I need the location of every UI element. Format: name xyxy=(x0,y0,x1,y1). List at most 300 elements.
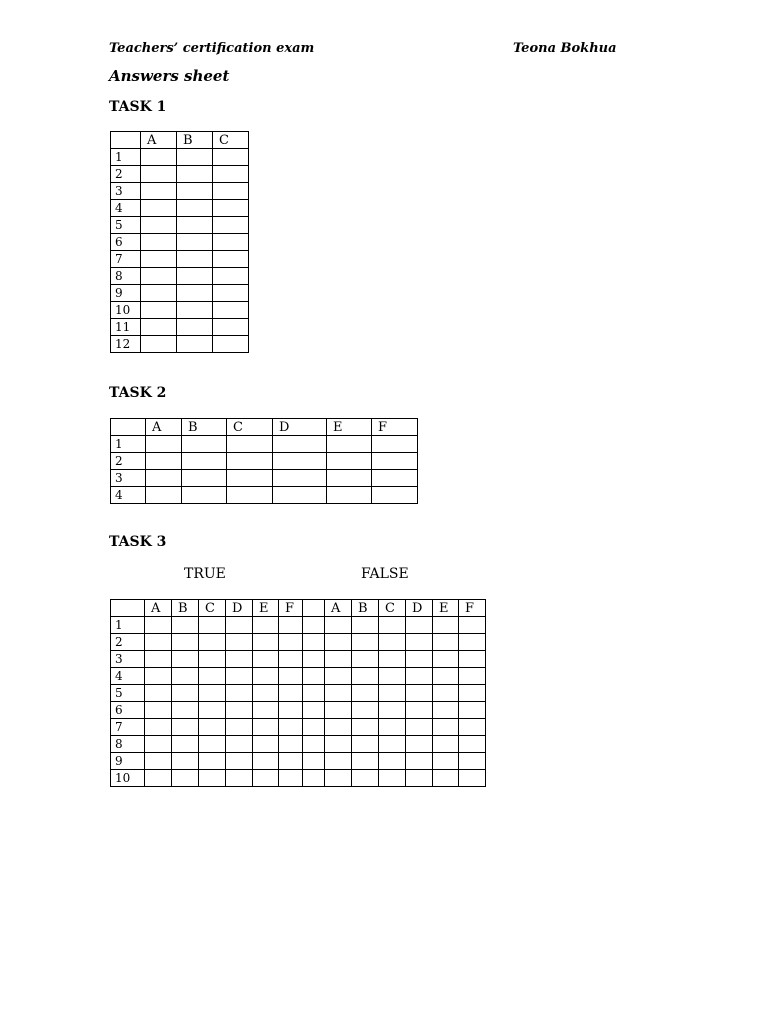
task1-answer-cell[interactable] xyxy=(177,336,213,353)
task2-answer-cell[interactable] xyxy=(273,487,327,504)
task3-row-number-label: 5 xyxy=(115,685,123,700)
task3-corner-cell xyxy=(111,600,145,617)
task3-answer-cell[interactable] xyxy=(279,617,303,634)
task1-row-number xyxy=(111,217,141,234)
task3-answer-cell[interactable] xyxy=(406,668,433,685)
task3-answer-cell[interactable] xyxy=(459,668,486,685)
task3-answer-cell[interactable] xyxy=(145,719,172,736)
task3-answer-cell[interactable] xyxy=(459,753,486,770)
task1-row-number-label: 1 xyxy=(115,149,123,164)
task1-answer-cell[interactable] xyxy=(177,149,213,166)
task3-answer-cell[interactable] xyxy=(279,702,303,719)
task2-answer-cell[interactable] xyxy=(372,487,418,504)
task3-answer-cell[interactable] xyxy=(253,753,279,770)
task2-row-number-label: 4 xyxy=(115,487,123,502)
task2-column-header-label: C xyxy=(233,419,243,435)
task3-answer-cell[interactable] xyxy=(459,719,486,736)
task3-column-header-label: B xyxy=(358,600,368,616)
task3-answer-cell[interactable] xyxy=(253,634,279,651)
task3-answer-cell[interactable] xyxy=(459,651,486,668)
task2-row-number xyxy=(111,436,146,453)
task2-answer-cell[interactable] xyxy=(182,436,227,453)
task3-column-header xyxy=(325,600,352,617)
task1-answer-cell[interactable] xyxy=(141,217,177,234)
task1-answer-cell[interactable] xyxy=(213,302,249,319)
task3-answer-cell[interactable] xyxy=(459,634,486,651)
task3-answer-cell[interactable] xyxy=(145,668,172,685)
task3-answer-cell[interactable] xyxy=(172,617,199,634)
table-row xyxy=(111,685,486,702)
table-row xyxy=(111,453,418,470)
task3-answer-cell[interactable] xyxy=(352,702,379,719)
task3-answer-cell[interactable] xyxy=(226,719,253,736)
task3-column-header xyxy=(279,600,303,617)
task1-answer-cell[interactable] xyxy=(177,319,213,336)
task1-row-number xyxy=(111,285,141,302)
task3-answer-cell[interactable] xyxy=(226,702,253,719)
task2-answer-grid xyxy=(110,418,418,504)
task3-row-number xyxy=(111,736,145,753)
task3-answer-cell[interactable] xyxy=(325,770,352,787)
task3-answer-cell[interactable] xyxy=(459,702,486,719)
task3-answer-cell[interactable] xyxy=(379,753,406,770)
task1-answer-cell[interactable] xyxy=(213,234,249,251)
task2-column-header xyxy=(146,419,182,436)
task2-answer-cell[interactable] xyxy=(327,487,372,504)
table-row xyxy=(111,268,249,285)
task3-answer-cell[interactable] xyxy=(199,702,226,719)
task3-answer-cell[interactable] xyxy=(226,617,253,634)
task3-spacer-cell xyxy=(303,651,325,668)
task1-answer-cell[interactable] xyxy=(141,302,177,319)
task3-column-header-label: D xyxy=(232,600,243,616)
table-row xyxy=(111,285,249,302)
task2-answer-cell[interactable] xyxy=(372,436,418,453)
task1-answer-cell[interactable] xyxy=(141,200,177,217)
task3-column-header xyxy=(199,600,226,617)
task3-answer-cell[interactable] xyxy=(199,753,226,770)
task3-answer-cell[interactable] xyxy=(406,719,433,736)
task3-answer-cell[interactable] xyxy=(145,736,172,753)
task3-answer-cell[interactable] xyxy=(379,651,406,668)
task1-answer-cell[interactable] xyxy=(141,149,177,166)
task1-answer-cell[interactable] xyxy=(141,336,177,353)
task3-answer-cell[interactable] xyxy=(352,736,379,753)
task2-column-header-label: A xyxy=(152,419,162,435)
task1-answer-cell[interactable] xyxy=(213,251,249,268)
task3-answer-cell[interactable] xyxy=(279,770,303,787)
task2-column-header xyxy=(372,419,418,436)
task3-answer-cell[interactable] xyxy=(199,719,226,736)
task3-answer-cell[interactable] xyxy=(433,668,459,685)
task3-answer-cell[interactable] xyxy=(172,668,199,685)
task3-answer-cell[interactable] xyxy=(199,617,226,634)
task1-column-header xyxy=(213,132,249,149)
task3-row-number xyxy=(111,685,145,702)
task3-answer-cell[interactable] xyxy=(172,702,199,719)
task3-answer-cell[interactable] xyxy=(253,736,279,753)
task3-column-header-label: C xyxy=(205,600,215,616)
task3-answer-cell[interactable] xyxy=(352,634,379,651)
task3-answer-cell[interactable] xyxy=(199,651,226,668)
task1-answer-cell[interactable] xyxy=(213,166,249,183)
task2-column-header xyxy=(327,419,372,436)
table-row xyxy=(111,166,249,183)
task1-column-header-label: A xyxy=(147,132,157,148)
task3-answer-cell[interactable] xyxy=(172,770,199,787)
task3-answer-cell[interactable] xyxy=(433,634,459,651)
task3-answer-cell[interactable] xyxy=(253,617,279,634)
task1-answer-cell[interactable] xyxy=(141,183,177,200)
task1-answer-cell[interactable] xyxy=(177,251,213,268)
task2-answer-cell[interactable] xyxy=(146,470,182,487)
task1-answer-cell[interactable] xyxy=(141,268,177,285)
task3-answer-cell[interactable] xyxy=(379,736,406,753)
task3-answer-cell[interactable] xyxy=(379,617,406,634)
task3-answer-cell[interactable] xyxy=(279,668,303,685)
table-row xyxy=(111,753,486,770)
table-row xyxy=(111,702,486,719)
task3-answer-cell[interactable] xyxy=(352,770,379,787)
task1-row-number-label: 11 xyxy=(115,319,131,334)
table-row xyxy=(111,302,249,319)
table-row xyxy=(111,217,249,234)
task3-answer-cell[interactable] xyxy=(379,685,406,702)
table-row xyxy=(111,634,486,651)
table-row xyxy=(111,183,249,200)
table-row xyxy=(111,719,486,736)
table-row xyxy=(111,319,249,336)
task3-answer-cell[interactable] xyxy=(199,634,226,651)
task3-answer-cell[interactable] xyxy=(172,753,199,770)
table-row xyxy=(111,200,249,217)
task2-answer-cell[interactable] xyxy=(372,470,418,487)
task3-answer-cell[interactable] xyxy=(199,770,226,787)
task1-answer-cell[interactable] xyxy=(213,319,249,336)
table-row xyxy=(111,651,486,668)
table-row xyxy=(111,770,486,787)
task1-row-number-label: 10 xyxy=(115,302,131,317)
task3-answer-cell[interactable] xyxy=(459,617,486,634)
task1-header-row xyxy=(111,132,249,149)
task1-row-number xyxy=(111,149,141,166)
task3-answer-cell[interactable] xyxy=(325,651,352,668)
task2-column-header xyxy=(273,419,327,436)
task3-answer-cell[interactable] xyxy=(379,668,406,685)
task2-answer-cell[interactable] xyxy=(182,470,227,487)
task3-answer-cell[interactable] xyxy=(226,685,253,702)
task3-spacer-cell xyxy=(303,702,325,719)
task3-answer-cell[interactable] xyxy=(325,685,352,702)
task1-answer-cell[interactable] xyxy=(213,183,249,200)
table-row xyxy=(111,436,418,453)
table-row xyxy=(111,736,486,753)
task1-row-number-label: 5 xyxy=(115,217,123,232)
table-row xyxy=(111,617,486,634)
task1-row-number xyxy=(111,319,141,336)
task2-answer-cell[interactable] xyxy=(146,453,182,470)
task3-answer-cell[interactable] xyxy=(172,719,199,736)
task3-answer-cell[interactable] xyxy=(433,685,459,702)
task3-column-header-label: A xyxy=(331,600,341,616)
task2-answer-cell[interactable] xyxy=(146,436,182,453)
task1-answer-cell[interactable] xyxy=(141,166,177,183)
task1-row-number xyxy=(111,200,141,217)
task2-answer-cell[interactable] xyxy=(273,436,327,453)
task2-column-header xyxy=(182,419,227,436)
task2-row-number xyxy=(111,487,146,504)
task3-column-header xyxy=(352,600,379,617)
task3-row-number-label: 9 xyxy=(115,753,123,768)
task3-row-number xyxy=(111,617,145,634)
task3-row-number-label: 7 xyxy=(115,719,123,734)
task3-answer-cell[interactable] xyxy=(172,685,199,702)
task3-answer-cell[interactable] xyxy=(379,634,406,651)
task1-answer-cell[interactable] xyxy=(141,319,177,336)
task3-column-header xyxy=(226,600,253,617)
task1-answer-cell[interactable] xyxy=(177,166,213,183)
task1-answer-cell[interactable] xyxy=(177,234,213,251)
task2-column-header-label: E xyxy=(333,419,343,435)
task3-answer-cell[interactable] xyxy=(379,719,406,736)
task3-answer-cell[interactable] xyxy=(406,736,433,753)
task3-header-row xyxy=(111,600,486,617)
task3-answer-cell[interactable] xyxy=(325,702,352,719)
task3-row-number xyxy=(111,719,145,736)
task1-row-number-label: 8 xyxy=(115,268,123,283)
task3-answer-cell[interactable] xyxy=(199,736,226,753)
task3-answer-cell[interactable] xyxy=(172,651,199,668)
task3-answer-cell[interactable] xyxy=(145,702,172,719)
task3-answer-cell[interactable] xyxy=(325,668,352,685)
task3-answer-cell[interactable] xyxy=(433,753,459,770)
task3-answer-cell[interactable] xyxy=(433,719,459,736)
task1-answer-cell[interactable] xyxy=(213,268,249,285)
task2-answer-cell[interactable] xyxy=(227,487,273,504)
task3-column-header xyxy=(145,600,172,617)
task3-answer-cell[interactable] xyxy=(459,770,486,787)
task3-row-number-label: 4 xyxy=(115,668,123,683)
task1-answer-cell[interactable] xyxy=(141,251,177,268)
task3-answer-cell[interactable] xyxy=(325,634,352,651)
task3-answer-cell[interactable] xyxy=(253,770,279,787)
task2-column-header xyxy=(227,419,273,436)
task3-answer-cell[interactable] xyxy=(226,753,253,770)
task1-column-header-label: C xyxy=(219,132,229,148)
table-row xyxy=(111,668,486,685)
task3-answer-cell[interactable] xyxy=(379,770,406,787)
task1-row-number xyxy=(111,166,141,183)
task1-row-number-label: 9 xyxy=(115,285,123,300)
task3-spacer-cell xyxy=(303,685,325,702)
task3-row-number xyxy=(111,770,145,787)
task3-column-header-label: C xyxy=(385,600,395,616)
task1-answer-cell[interactable] xyxy=(177,200,213,217)
task3-spacer-cell xyxy=(303,753,325,770)
task3-answer-cell[interactable] xyxy=(226,736,253,753)
task3-column-header xyxy=(433,600,459,617)
task3-spacer-cell xyxy=(303,736,325,753)
task3-answer-cell[interactable] xyxy=(145,634,172,651)
task3-row-number xyxy=(111,668,145,685)
task3-answer-cell[interactable] xyxy=(433,736,459,753)
task3-row-number-label: 6 xyxy=(115,702,123,717)
task2-header-row xyxy=(111,419,418,436)
task3-answer-cell[interactable] xyxy=(352,617,379,634)
task3-answer-cell[interactable] xyxy=(352,668,379,685)
task3-title: TASK 3 xyxy=(109,534,167,550)
task3-answer-cell[interactable] xyxy=(172,736,199,753)
task1-answer-cell[interactable] xyxy=(213,200,249,217)
task3-answer-cell[interactable] xyxy=(279,685,303,702)
task1-answer-cell[interactable] xyxy=(213,149,249,166)
table-row xyxy=(111,234,249,251)
task3-row-number-label: 1 xyxy=(115,617,123,632)
task3-answer-cell[interactable] xyxy=(406,770,433,787)
task3-answer-cell[interactable] xyxy=(406,617,433,634)
task3-spacer-cell xyxy=(303,770,325,787)
task1-row-number-label: 2 xyxy=(115,166,123,181)
table-row xyxy=(111,470,418,487)
task3-answer-cell[interactable] xyxy=(406,651,433,668)
task2-answer-cell[interactable] xyxy=(146,487,182,504)
task2-answer-cell[interactable] xyxy=(327,470,372,487)
task1-answer-cell[interactable] xyxy=(213,336,249,353)
task1-answer-cell[interactable] xyxy=(177,302,213,319)
task3-answer-cell[interactable] xyxy=(253,668,279,685)
task3-answer-cell[interactable] xyxy=(379,702,406,719)
task2-answer-cell[interactable] xyxy=(227,470,273,487)
task3-answer-cell[interactable] xyxy=(226,634,253,651)
task2-answer-cell[interactable] xyxy=(327,453,372,470)
task1-column-header xyxy=(141,132,177,149)
task2-column-header-label: D xyxy=(279,419,290,435)
task1-column-header xyxy=(177,132,213,149)
task1-row-number-label: 7 xyxy=(115,251,123,266)
task3-answer-cell[interactable] xyxy=(352,753,379,770)
task1-row-number xyxy=(111,302,141,319)
task3-answer-cell[interactable] xyxy=(253,702,279,719)
task2-answer-cell[interactable] xyxy=(273,470,327,487)
task3-answer-cell[interactable] xyxy=(352,719,379,736)
task3-row-number xyxy=(111,702,145,719)
task2-answer-cell[interactable] xyxy=(327,436,372,453)
sheet-title: Answers sheet xyxy=(109,67,230,85)
task1-row-number xyxy=(111,268,141,285)
task3-row-number xyxy=(111,753,145,770)
task3-row-number-label: 3 xyxy=(115,651,123,666)
task3-answer-cell[interactable] xyxy=(145,770,172,787)
task3-answer-cell[interactable] xyxy=(406,634,433,651)
task3-column-header xyxy=(406,600,433,617)
task3-answer-cell[interactable] xyxy=(406,753,433,770)
task3-answer-cell[interactable] xyxy=(279,634,303,651)
task1-answer-cell[interactable] xyxy=(141,285,177,302)
task1-answer-grid xyxy=(110,131,249,353)
task2-answer-cell[interactable] xyxy=(227,436,273,453)
task3-answer-cell[interactable] xyxy=(406,702,433,719)
task3-column-header-label: A xyxy=(151,600,161,616)
task3-answer-cell[interactable] xyxy=(145,651,172,668)
task1-row-number xyxy=(111,183,141,200)
task3-answer-cell[interactable] xyxy=(145,685,172,702)
task3-answer-cell[interactable] xyxy=(279,719,303,736)
task3-answer-cell[interactable] xyxy=(279,753,303,770)
task3-answer-cell[interactable] xyxy=(279,736,303,753)
task3-answer-cell[interactable] xyxy=(459,736,486,753)
task3-column-header xyxy=(379,600,406,617)
header-exam-name: Teachers’ certification exam xyxy=(109,41,315,56)
task3-answer-cell[interactable] xyxy=(172,634,199,651)
task1-answer-cell[interactable] xyxy=(213,217,249,234)
task3-answer-cell[interactable] xyxy=(145,753,172,770)
task1-row-number xyxy=(111,251,141,268)
task3-answer-cell[interactable] xyxy=(325,719,352,736)
task3-answer-cell[interactable] xyxy=(352,685,379,702)
task1-title: TASK 1 xyxy=(109,99,167,115)
task3-answer-cell[interactable] xyxy=(226,770,253,787)
task3-column-header xyxy=(253,600,279,617)
task3-column-header-label: D xyxy=(412,600,423,616)
task3-answer-cell[interactable] xyxy=(199,668,226,685)
task3-column-header-label: F xyxy=(285,600,295,616)
task3-spacer-cell xyxy=(303,719,325,736)
task1-row-number-label: 3 xyxy=(115,183,123,198)
task2-row-number-label: 2 xyxy=(115,453,123,468)
task3-column-header-label: B xyxy=(178,600,188,616)
task2-answer-cell[interactable] xyxy=(227,453,273,470)
task3-answer-cell[interactable] xyxy=(325,753,352,770)
task2-column-header-label: F xyxy=(378,419,388,435)
task3-row-number-label: 8 xyxy=(115,736,123,751)
task3-answer-cell[interactable] xyxy=(199,685,226,702)
table-row xyxy=(111,487,418,504)
task3-answer-cell[interactable] xyxy=(459,685,486,702)
task3-answer-cell[interactable] xyxy=(253,651,279,668)
task3-answer-cell[interactable] xyxy=(433,702,459,719)
task1-answer-cell[interactable] xyxy=(177,183,213,200)
task3-answer-cell[interactable] xyxy=(253,685,279,702)
task1-answer-cell[interactable] xyxy=(213,285,249,302)
task3-answer-cell[interactable] xyxy=(325,617,352,634)
task3-column-header-label: E xyxy=(259,600,269,616)
task1-column-header-label: B xyxy=(183,132,193,148)
task2-answer-cell[interactable] xyxy=(182,453,227,470)
header-author-name: Teona Bokhua xyxy=(513,41,617,56)
task1-answer-cell[interactable] xyxy=(177,285,213,302)
task3-answer-cell[interactable] xyxy=(226,651,253,668)
task3-answer-cell[interactable] xyxy=(433,651,459,668)
task1-answer-cell[interactable] xyxy=(177,268,213,285)
task2-column-header-label: B xyxy=(188,419,198,435)
task3-answer-cell[interactable] xyxy=(226,668,253,685)
task3-answer-cell[interactable] xyxy=(406,685,433,702)
task1-answer-cell[interactable] xyxy=(177,217,213,234)
table-row xyxy=(111,149,249,166)
task1-corner-cell xyxy=(111,132,141,149)
task3-answer-cell[interactable] xyxy=(433,617,459,634)
task3-answer-cell[interactable] xyxy=(279,651,303,668)
task3-answer-cell[interactable] xyxy=(253,719,279,736)
task1-answer-cell[interactable] xyxy=(141,234,177,251)
task3-answer-cell[interactable] xyxy=(433,770,459,787)
task3-answer-cell[interactable] xyxy=(352,651,379,668)
task2-answer-cell[interactable] xyxy=(372,453,418,470)
task3-answer-cell[interactable] xyxy=(145,617,172,634)
task2-answer-cell[interactable] xyxy=(182,487,227,504)
task2-answer-cell[interactable] xyxy=(273,453,327,470)
task3-answer-cell[interactable] xyxy=(325,736,352,753)
